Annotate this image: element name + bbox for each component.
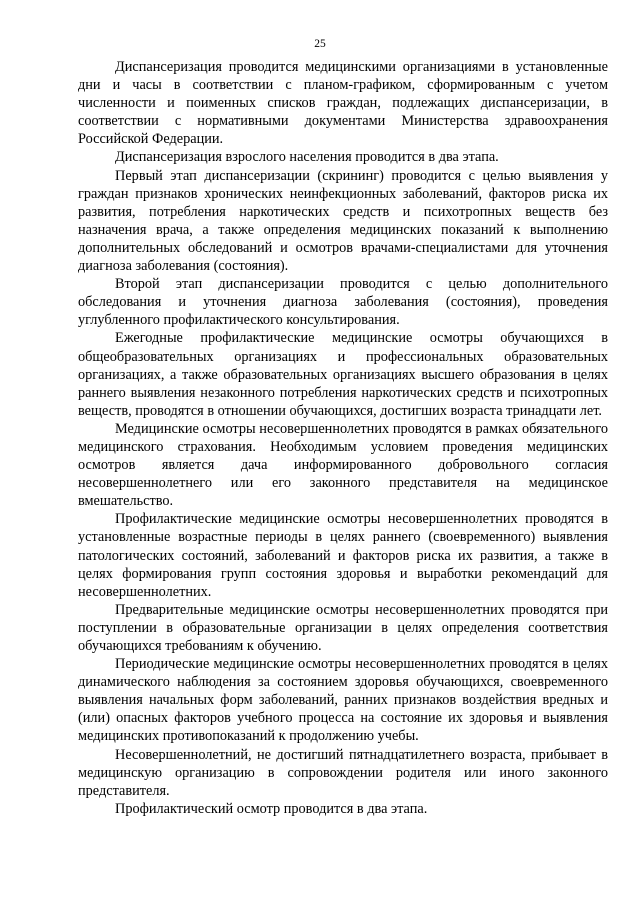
paragraph-under-fifteen-escort: Несовершеннолетний, не достигший пятнадцатилетнего возраста, прибывает в медицинскую организацию в сопровождении родителя или иного законного представителя.: [78, 746, 608, 799]
paragraph-periodic-exams: Периодические медицинские осмотры несовершеннолетних проводятся в целях динамического наблюдения за состоянием здоровья обучающихся, своевременного выявления начальных форм заболеваний, ранних признаков воздействия вредных и (или) опасных факторов учебного процесса на состояние их здоровья и выявления медицинских противопоказаний к продолжению учебы.: [78, 656, 608, 745]
paragraph-preventive-exams-minors: Профилактические медицинские осмотры несовершеннолетних проводятся в установленные возрастные периоды в целях раннего (своевременного) выявления патологических состояний, заболеваний и факторов риска их развития, а также в целях формирования групп состояния здоровья и выработки рекомендаций для несовершеннолетних.: [78, 511, 608, 600]
paragraph-first-stage-screening: Первый этап диспансеризации (скрининг) проводится с целью выявления у граждан признаков хронических неинфекционных заболеваний, факторов риска их развития, потребления наркотических средств и психотропных веществ без назначения врача, а также определения медицинских показаний к выполнению дополнительных обследований и осмотров врачами-специалистами для уточнения диагноза заболевания (состояния).: [78, 167, 608, 275]
paragraph-dispensarization-schedule: Диспансеризация проводится медицинскими организациями в установленные дни и часы в соответствии с планом-графиком, сформированным с учетом численности и поименных списков граждан, подлежащих диспансеризации, в соответствии с нормативными документами Министерства здравоохранения Российской Федерации.: [78, 59, 608, 148]
paragraph-two-stages-adults: Диспансеризация взрослого населения проводится в два этапа.: [115, 149, 499, 166]
paragraph-preliminary-exams: Предварительные медицинские осмотры несовершеннолетних проводятся при поступлении в образовательные организации в целях определения соответствия обучающихся требованиям к обучению.: [78, 601, 608, 654]
paragraph-second-stage: Второй этап диспансеризации проводится с целью дополнительного обследования и уточнения диагноза заболевания (состояния), проведения углубленного профилактического консультирования.: [78, 276, 608, 329]
page-body: [78, 58, 608, 818]
paragraph-preventive-exam-two-stages: Профилактический осмотр проводится в два этапа.: [115, 800, 428, 817]
page-number: 25: [314, 38, 326, 50]
paragraph-annual-student-exams: Ежегодные профилактические медицинские осмотры обучающихся в общеобразовательных организациях и профессиональных образовательных организациях, а также образовательных организациях высшего образования в целях раннего выявления незаконного потребления наркотических средств и психотропных веществ, проводятся в отношении обучающихся, достигших возраста тринадцати лет.: [78, 330, 608, 419]
paragraph-minors-exams-insurance: Медицинские осмотры несовершеннолетних проводятся в рамках обязательного медицинского страхования. Необходимым условием проведения медицинских осмотров является дача информированного добровольного согласия несовершеннолетнего или его законного представителя на медицинское вмешательство.: [78, 420, 608, 510]
